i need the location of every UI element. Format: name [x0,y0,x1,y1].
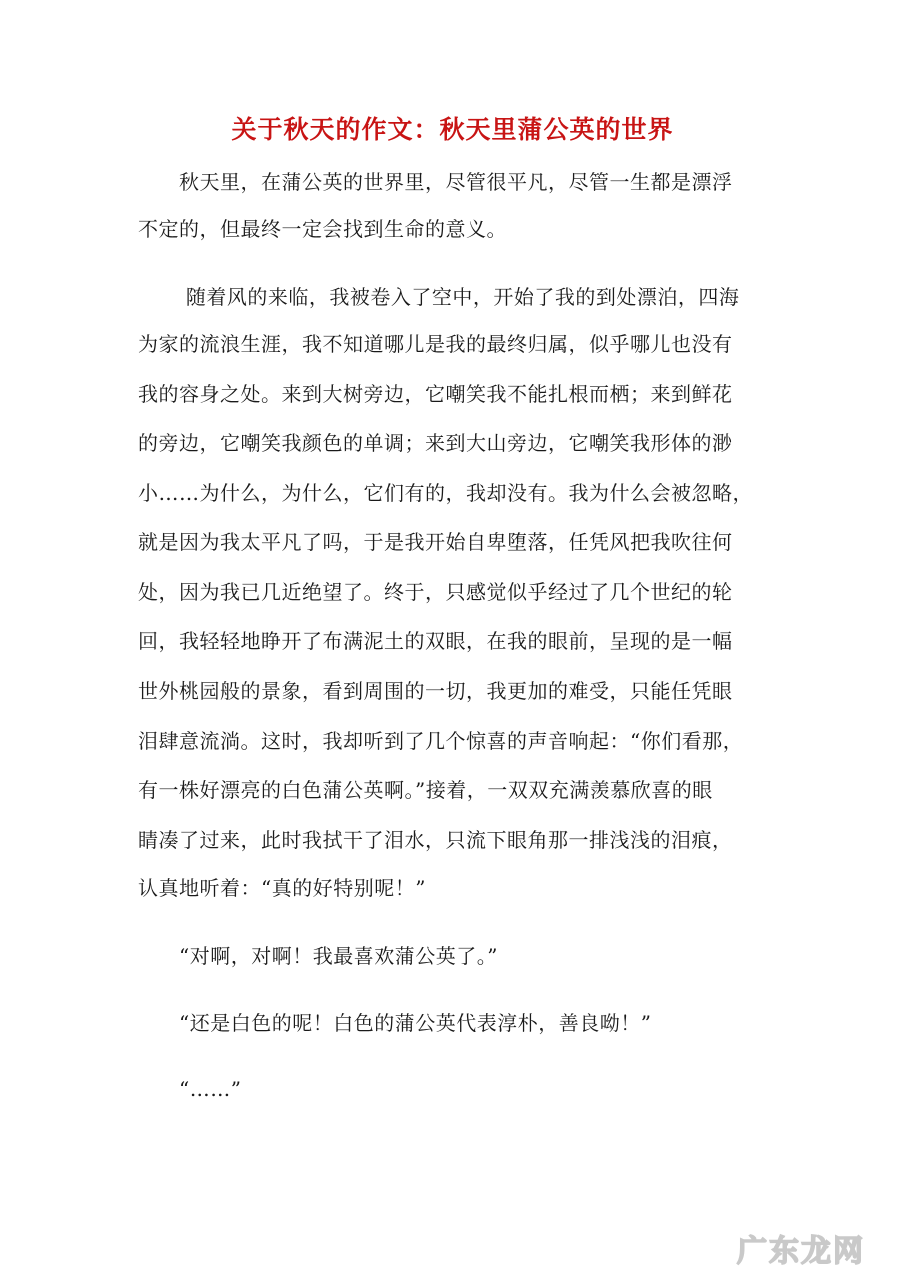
text-line: 世外桃园般的景象，看到周围的一切，我更加的难受，只能任凭眼 [138,679,733,703]
text-line: 的旁边，它嘲笑我颜色的单调；来到大山旁边，它嘲笑我形体的渺 [138,431,733,455]
text-line: 认真地听着：“真的好特别呢！” [138,876,426,900]
text-line: 为家的流浪生涯，我不知道哪儿是我的最终归属，似乎哪儿也没有 [138,332,733,356]
text-line: 随着风的来临，我被卷入了空中，开始了我的到处漂泊，四海 [138,285,740,309]
text-line: “……” [138,1077,242,1101]
site-watermark: 广东龙网 [737,1234,865,1269]
text-line: 有一株好漂亮的白色蒲公英啊。”接着，一双双充满羡慕欣喜的眼 [138,778,713,802]
text-line: 就是因为我太平凡了吗，于是我开始自卑堕落，任凭风把我吹往何 [138,530,733,554]
text-line: 回，我轻轻地睁开了布满泥土的双眼，在我的眼前，呈现的是一幅 [138,629,733,653]
text-line: “还是白色的呢！白色的蒲公英代表淳朴，善良呦！” [138,1011,652,1035]
text-line: 我的容身之处。来到大树旁边，它嘲笑我不能扎根而栖；来到鲜花 [138,382,733,406]
text-line: 不定的，但最终一定会找到生命的意义。 [138,217,507,241]
text-line: 睛凑了过来，此时我拭干了泪水，只流下眼角那一排浅浅的泪痕， [138,828,733,852]
text-line: 小……为什么，为什么，它们有的，我却没有。我为什么会被忽略， [138,481,753,505]
text-line: “对啊，对啊！我最喜欢蒲公英了。” [138,944,498,968]
text-line: 处，因为我已几近绝望了。终于，只感觉似乎经过了几个世纪的轮 [138,580,733,604]
text-line: 泪肆意流淌。这时，我却听到了几个惊喜的声音响起：“你们看那， [138,729,744,753]
text-line: 秋天里，在蒲公英的世界里，尽管很平凡，尽管一生都是漂浮 [138,170,733,194]
document-title: 关于秋天的作文：秋天里蒲公英的世界 [231,115,674,144]
